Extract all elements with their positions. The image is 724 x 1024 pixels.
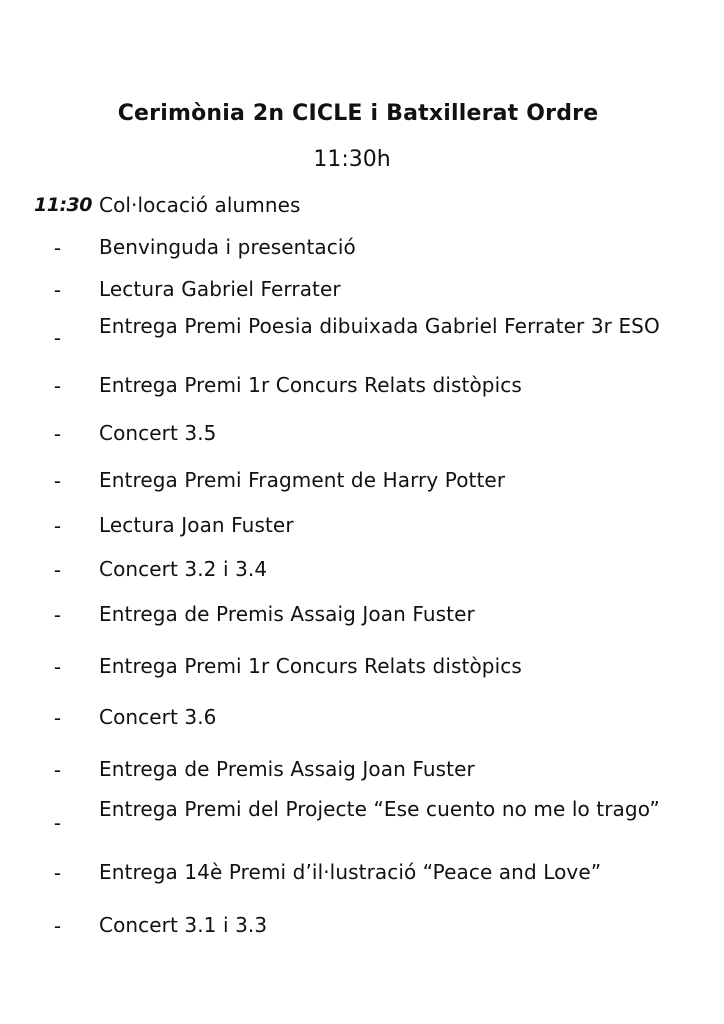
- dash-bullet: -: [53, 326, 62, 350]
- start-time: 11:30: [34, 194, 92, 216]
- dash-bullet: -: [53, 469, 62, 493]
- schedule-item-text: Concert 3.5: [99, 421, 217, 445]
- schedule-item-text: Entrega de Premis Assaig Joan Fuster: [99, 602, 475, 626]
- schedule-item-text: Entrega de Premis Assaig Joan Fuster: [99, 757, 475, 781]
- dash-bullet: -: [53, 558, 62, 582]
- dash-bullet: -: [53, 655, 62, 679]
- schedule-item-text: Col·locació alumnes: [99, 193, 301, 217]
- schedule-item-text: Concert 3.1 i 3.3: [99, 913, 268, 937]
- schedule-item-text: Concert 3.2 i 3.4: [99, 557, 268, 581]
- schedule-item-text: Entrega Premi Fragment de Harry Potter: [99, 468, 506, 492]
- page-title: Cerimònia 2n CICLE i Batxillerat Ordre: [117, 101, 599, 126]
- dash-bullet: -: [53, 374, 62, 398]
- dash-bullet: -: [53, 236, 62, 260]
- dash-bullet: -: [53, 914, 62, 938]
- dash-bullet: -: [53, 861, 62, 885]
- schedule-item-text: Entrega Premi del Projecte “Ese cuento no me lo trago”: [99, 797, 660, 821]
- ceremony-time: 11:30h: [313, 147, 391, 172]
- dash-bullet: -: [53, 514, 62, 538]
- schedule-item-text: Entrega Premi Poesia dibuixada Gabriel Ferrater 3r ESO: [99, 314, 660, 338]
- dash-bullet: -: [53, 278, 62, 302]
- schedule-item-text: Lectura Joan Fuster: [99, 513, 294, 537]
- schedule-item-text: Entrega Premi 1r Concurs Relats distòpics: [99, 654, 522, 678]
- schedule-item-text: Lectura Gabriel Ferrater: [99, 277, 341, 301]
- schedule-item-text: Entrega 14è Premi d’il·lustració “Peace and Love”: [99, 860, 602, 884]
- dash-bullet: -: [53, 603, 62, 627]
- dash-bullet: -: [53, 758, 62, 782]
- schedule-item-text: Concert 3.6: [99, 705, 217, 729]
- dash-bullet: -: [53, 422, 62, 446]
- schedule-item-text: Entrega Premi 1r Concurs Relats distòpics: [99, 373, 522, 397]
- dash-bullet: -: [53, 706, 62, 730]
- schedule-item-text: Benvinguda i presentació: [99, 235, 356, 259]
- dash-bullet: -: [53, 811, 62, 835]
